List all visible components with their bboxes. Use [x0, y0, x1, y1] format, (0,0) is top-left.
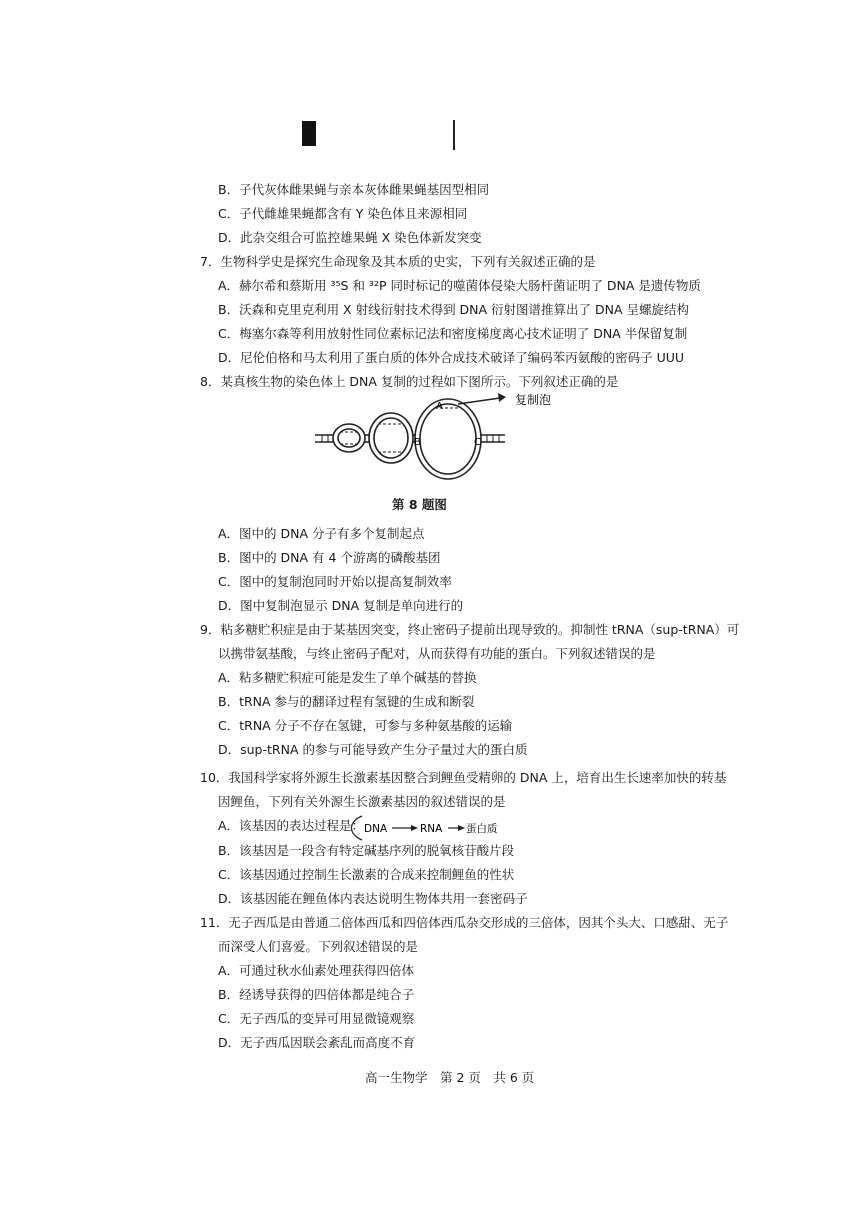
- q8-option-d: D．图中复制泡显示 DNA 复制是单向进行的: [218, 598, 464, 613]
- q11-stem-line1: 11．无子西瓜是由普通二倍体西瓜和四倍体西瓜杂交形成的三倍体，因其个头大、口感甜、无子: [200, 915, 729, 930]
- scan-divider-line: [453, 120, 455, 150]
- q10-option-b: B．该基因是一段含有特定碱基序列的脱氧核苷酸片段: [218, 843, 515, 858]
- q7-option-d: D．尼伦伯格和马太利用了蛋白质的体外合成技术破译了编码苯丙氨酸的密码子 UUU: [218, 350, 685, 365]
- q11-option-c: C．无子西瓜的变异可用显微镜观察: [218, 1011, 415, 1026]
- dna-replication-bubble-diagram: [310, 392, 570, 482]
- flow-dna-label: DNA: [364, 823, 388, 835]
- q6-option-b: B．子代灰体雌果蝇与亲本灰体雌果蝇基因型相同: [218, 182, 490, 197]
- q11-option-d: D．无子西瓜因联会紊乱而高度不育: [218, 1035, 416, 1050]
- point-b-label: B: [414, 437, 421, 448]
- q8-stem: 8．某真核生物的染色体上 DNA 复制的过程如下图所示。下列叙述正确的是: [200, 374, 619, 389]
- q11-option-b: B．经诱导获得的四倍体都是纯合子: [218, 987, 415, 1002]
- q6-option-d: D．此杂交组合可监控雄果蝇 X 染色体新发突变: [218, 230, 482, 245]
- gene-expression-flow-diagram: [350, 813, 510, 843]
- flow-rna-label: RNA: [420, 823, 443, 835]
- q10-stem-line1: 10．我国科学家将外源生长激素基因整合到鲤鱼受精卵的 DNA 上，培育出生长速率加快的转基: [200, 770, 727, 785]
- point-c-label: C: [474, 437, 481, 448]
- q7-option-c: C．梅塞尔森等利用放射性同位素标记法和密度梯度离心技术证明了 DNA 半保留复制: [218, 326, 688, 341]
- scan-registration-mark: [302, 121, 316, 146]
- q7-option-a: A．赫尔希和蔡斯用 ³⁵S 和 ³²P 同时标记的噬菌体侵染大肠杆菌证明了 DNA 是遗传物质: [218, 278, 701, 293]
- q9-stem-line1: 9．粘多糖贮积症是由于某基因突变，终止密码子提前出现导致的。抑制性 tRNA（sup-tRNA）可: [200, 622, 740, 637]
- q10-option-a: A．该基因的表达过程是：: [218, 818, 365, 833]
- q8-figure-caption: 第 8 题图: [392, 497, 447, 512]
- q8-option-a: A．图中的 DNA 分子有多个复制起点: [218, 526, 425, 541]
- q9-option-b: B．tRNA 参与的翻译过程有氢键的生成和断裂: [218, 694, 475, 709]
- q6-option-c: C．子代雌雄果蝇都含有 Y 染色体且来源相同: [218, 206, 468, 221]
- point-a-label: A: [436, 401, 443, 412]
- page-footer: 高一生物学 第 2 页 共 6 页: [365, 1070, 535, 1085]
- q11-stem-line2: 而深受人们喜爱。下列叙述错误的是: [218, 939, 419, 954]
- q8-option-c: C．图中的复制泡同时开始以提高复制效率: [218, 574, 452, 589]
- q10-stem-line2: 因鲤鱼，下列有关外源生长激素基因的叙述错误的是: [218, 794, 506, 809]
- q11-option-a: A．可通过秋水仙素处理获得四倍体: [218, 963, 415, 978]
- q9-stem-line2: 以携带氨基酸，与终止密码子配对，从而获得有功能的蛋白。下列叙述错误的是: [218, 646, 656, 661]
- q10-option-c: C．该基因通过控制生长激素的合成来控制鲤鱼的性状: [218, 867, 515, 882]
- q9-option-c: C．tRNA 分子不存在氢键，可参与多种氨基酸的运输: [218, 718, 513, 733]
- flow-protein-label: 蛋白质: [466, 823, 498, 835]
- q7-option-b: B．沃森和克里克利用 X 射线衍射技术得到 DNA 衍射图谱推算出了 DNA 呈螺旋结构: [218, 302, 690, 317]
- replication-bubble-label: 复制泡: [515, 393, 552, 407]
- q8-option-b: B．图中的 DNA 有 4 个游离的磷酸基团: [218, 550, 441, 565]
- q9-option-d: D．sup-tRNA 的参与可能导致产生分子量过大的蛋白质: [218, 742, 528, 757]
- q9-option-a: A．粘多糖贮积症可能是发生了单个碱基的替换: [218, 670, 477, 685]
- q7-stem: 7．生物科学史是探究生命现象及其本质的史实，下列有关叙述正确的是: [200, 254, 596, 269]
- q10-option-d: D．该基因能在鲤鱼体内表达说明生物体共用一套密码子: [218, 891, 528, 906]
